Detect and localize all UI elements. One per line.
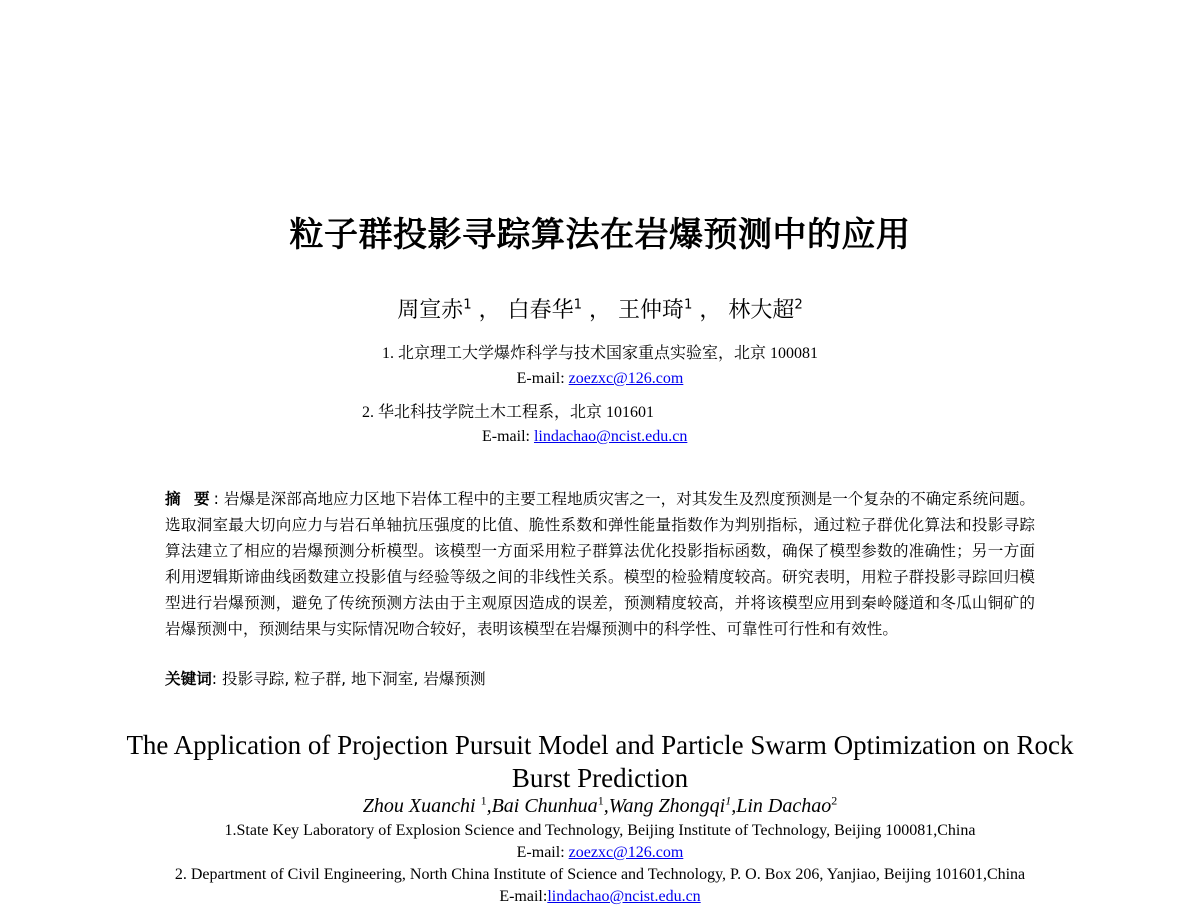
author-name: 王仲琦 <box>618 298 685 323</box>
abstract-text: : 岩爆是深部高地应力区地下岩体工程中的主要工程地质灾害之一，对其发生及烈度预测是一个复杂的不确定系统问题。选取洞室最大切向应力与岩石单轴抗压强度的比值、脆性系数和弹性能量指数作为判别指标，通过粒子群优化算法和投影寻踪算法建立了相应的岩爆预测分析模型。该模型一方面采用粒子群算法优化投影指标函数，确保了模型参数的准确性；另一方面利用逻辑斯谛曲线函数建立投影值与经验等级之间的非线性关系。模型的检验精度较高。研究表明，用粒子群投影寻踪回归模型进行岩爆预测，避免了传统预测方法由于主观原因造成的误差，预测精度较高，并将该模型应用到秦岭隧道和冬瓜山铜矿的岩爆预测中，预测结果与实际情况吻合较好，表明该模型在岩爆预测中的科学性、可靠性可行性和有效性。 <box>165 490 1035 638</box>
email-line-2-cn <box>482 427 687 447</box>
email-label: E-mail: <box>516 844 569 861</box>
affiliation-1-cn: 1. 北京理工大学爆炸科学与技术国家重点实验室，北京 100081 <box>381 345 818 362</box>
email-line-1-en <box>0 843 1200 863</box>
email-label: E-mail: <box>516 370 569 387</box>
email-line-1-cn <box>0 369 1200 389</box>
affiliation-marker: 2 <box>794 297 803 313</box>
author-list-en <box>0 793 1200 819</box>
author-separator: , <box>486 795 492 817</box>
email-link-lindachao[interactable]: lindachao@ncist.edu.cn <box>533 428 688 445</box>
author-name: 林大超 <box>728 298 795 323</box>
paper-title-cn: 粒子群投影寻踪算法在岩爆预测中的应用 <box>289 215 911 255</box>
affiliation-marker: 1 <box>684 297 693 313</box>
abstract-cn <box>165 486 1035 642</box>
affiliation-marker: 1 <box>573 297 582 313</box>
author-name: 周宣赤 <box>397 298 464 323</box>
email-link-lindachao-en[interactable]: lindachao@ncist.edu.cn <box>547 888 701 905</box>
author-name: Zhou Xuanchi <box>362 795 481 817</box>
affiliation-1-en: 1.State Key Laboratory of Explosion Science and Technology, Beijing Institute of Technology, Beijing 100081,China <box>224 822 976 839</box>
author-separator: ， <box>692 298 722 323</box>
email-line-2-en <box>0 887 1200 907</box>
email-link-zoezxc-en[interactable]: zoezxc@126.com <box>568 844 684 861</box>
email-label: E-mail: <box>499 888 548 905</box>
affiliation-2-en: 2. Department of Civil Engineering, North China Institute of Science and Technology, P. O. Box 206, Yanjiao, Beijing 101601,China <box>174 866 1026 883</box>
email-label: E-mail: <box>482 428 534 445</box>
affiliation-marker: 1 <box>480 793 487 808</box>
keywords-cn <box>165 666 486 692</box>
author-name: Wang Zhongqi <box>608 795 726 817</box>
affiliation-2-cn: 2. 华北科技学院土木工程系，北京 101601 <box>362 404 655 421</box>
author-separator: , <box>731 795 737 817</box>
abstract-label: 摘 要 <box>165 490 214 508</box>
author-list-cn <box>0 296 1200 326</box>
affiliation-marker: 1 <box>597 793 604 808</box>
affiliation-marker: 1 <box>725 793 732 808</box>
author-name: 白春华 <box>507 298 574 323</box>
affiliation-marker: 1 <box>463 297 472 313</box>
author-separator: , <box>603 795 609 817</box>
author-separator: ， <box>471 298 501 323</box>
author-name: Bai Chunhua <box>491 795 598 817</box>
email-link-zoezxc[interactable]: zoezxc@126.com <box>568 370 684 387</box>
keywords-label: 关键词 <box>165 670 212 688</box>
keywords-text: : 投影寻踪, 粒子群, 地下洞室, 岩爆预测 <box>211 670 486 688</box>
author-separator: ， <box>582 298 611 323</box>
affiliation-marker: 2 <box>831 793 838 808</box>
author-name: Lin Dachao <box>736 795 832 817</box>
paper-title-en: The Application of Projection Pursuit Model and Particle Swarm Optimization on Rock Burst Prediction <box>126 730 1074 793</box>
